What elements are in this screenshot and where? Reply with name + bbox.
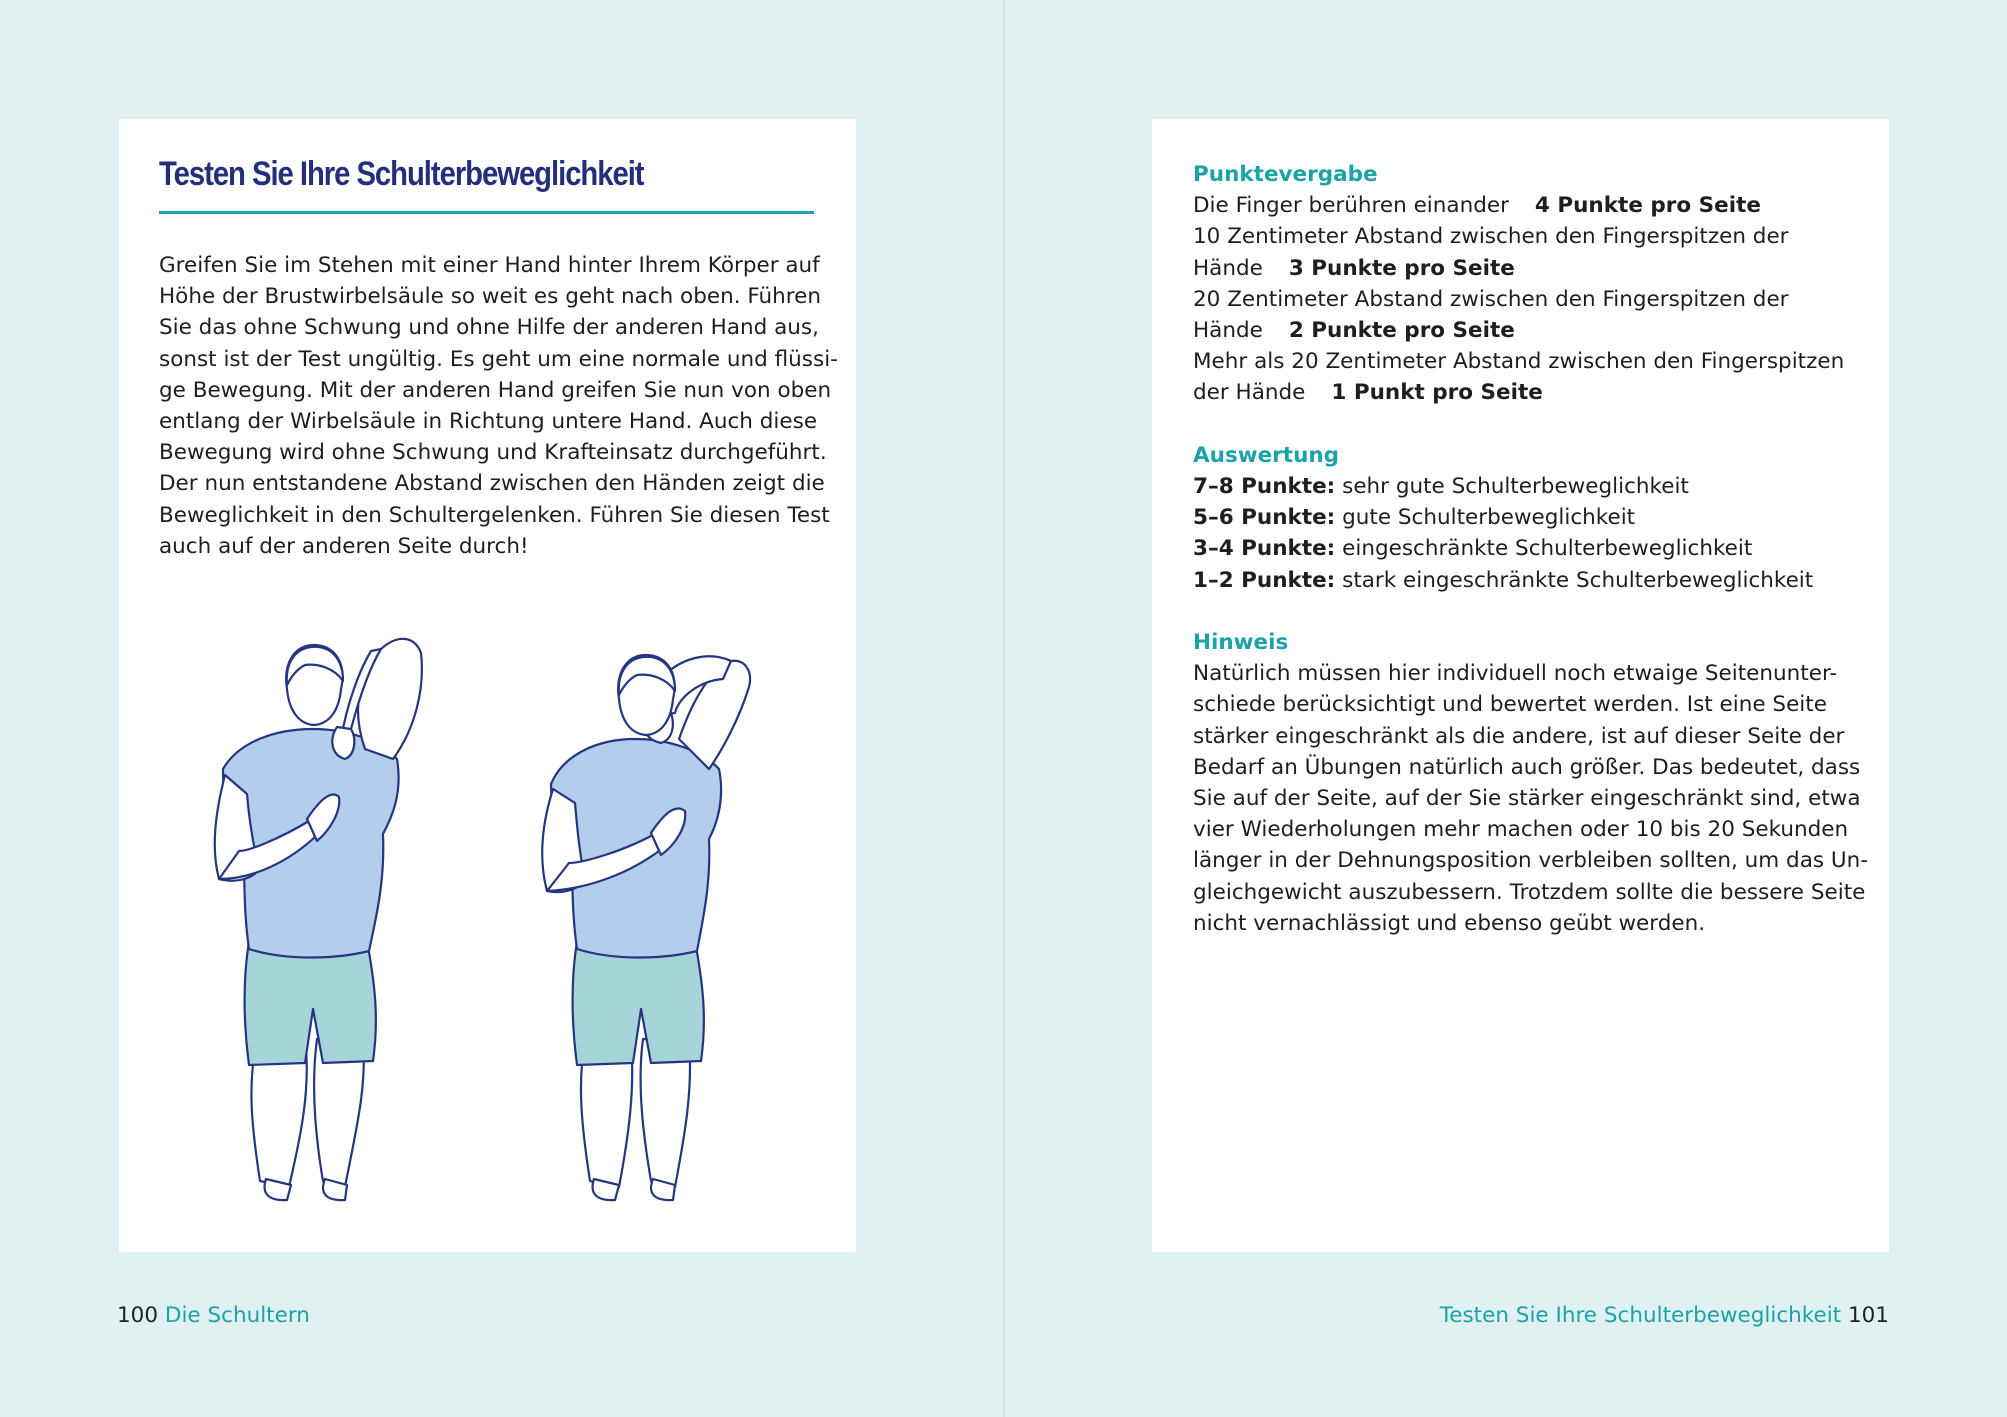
intro-paragraph [159,250,838,562]
figure-right-person [542,655,750,1200]
scoring-text: Die Finger berühren einander [1193,193,1509,219]
hint-line: Bedarf an Übungen natürlich auch größer. Das bedeutet, dass [1193,754,1861,780]
running-head: Testen Sie Ihre Schulterbeweglichkeit [1439,1303,1842,1328]
intro-line: auch auf der anderen Seite durch! [159,533,529,559]
hint-line: vier Wiederholungen mehr machen oder 10 bis 20 Sekunden [1193,817,1849,843]
section-spacer [1193,596,1863,627]
intro-line: Beweglichkeit in den Schultergelenken. Führen Sie diesen Test [159,502,830,528]
intro-line: ge Bewegung. Mit der anderen Hand greifen Sie nun von oben [159,377,832,403]
book-gutter [1003,0,1005,1417]
intro-line: Bewegung wird ohne Schwung und Krafteinsatz durchgeführt. [159,440,827,466]
page-number-left: 100 [117,1303,159,1328]
hint-line: länger in der Dehnungsposition verbleiben sollten, um das Un- [1193,848,1869,874]
intro-line: Der nun entstandene Abstand zwischen den Händen zeigt die [159,471,825,497]
right-page-panel [1152,119,1889,1252]
page-number-right: 101 [1847,1303,1889,1328]
section-heading-punktevergabe: Punktevergabe [1193,162,1378,187]
scoring-line [1193,315,1863,346]
right-page-content [1193,159,1869,939]
scoring-points: 2 Punkte pro Seite [1288,318,1515,344]
evaluation-row [1193,565,1863,596]
evaluation-text: sehr gute Schulterbeweglichkeit [1335,474,1689,500]
footer-right [1440,1303,1889,1328]
evaluation-score: 7–8 Punkte: [1193,474,1336,500]
shorts [573,941,704,1065]
evaluation-text: stark eingeschränkte Schulterbeweglichkeit [1335,567,1814,593]
scoring-line [1193,377,1863,408]
section-heading-hinweis: Hinweis [1193,630,1289,656]
scoring-line [1193,253,1863,284]
hint-line: stärker eingeschränkt als die andere, ist auf dieser Seite der [1193,723,1845,749]
intro-line: Höhe der Brustwirbelsäule so weit es geht nach oben. Führen [159,284,822,310]
scoring-text: der Hände [1193,380,1306,406]
left-page-panel [119,119,856,1252]
evaluation-row [1193,502,1863,533]
section-heading-auswertung: Auswertung [1193,442,1340,468]
scoring-points: 3 Punkte pro Seite [1288,255,1515,281]
hint-line: gleichgewicht auszubessern. Trotzdem sollte die bessere Seite [1193,879,1866,905]
evaluation-row [1193,471,1863,502]
scoring-line: 20 Zentimeter Abstand zwischen den Fingerspitzen der [1193,286,1789,312]
evaluation-score: 3–4 Punkte: [1193,536,1336,562]
intro-line: entlang der Wirbelsäule in Richtung untere Hand. Auch diese [159,409,818,435]
hint-line: Sie auf der Seite, auf der Sie stärker eingeschränkt sind, etwa [1193,786,1861,812]
evaluation-text: gute Schulterbeweglichkeit [1335,505,1636,531]
evaluation-score: 1–2 Punkte: [1193,567,1336,593]
intro-line: sonst ist der Test ungültig. Es geht um eine normale und flüssi- [159,346,838,372]
shoulder-test-illustration [119,589,856,1214]
scoring-text: Hände [1193,318,1263,344]
title-underline [159,211,814,214]
figure-left-person [215,639,422,1200]
scoring-points: 1 Punkt pro Seite [1331,380,1543,406]
evaluation-text: eingeschränkte Schulterbeweglichkeit [1335,536,1753,562]
intro-line: Sie das ohne Schwung und ohne Hilfe der anderen Hand aus, [159,315,819,341]
intro-line: Greifen Sie im Stehen mit einer Hand hinter Ihrem Körper auf [159,253,820,278]
evaluation-row [1193,533,1863,564]
hand [332,727,354,759]
chapter-label: Die Schultern [164,1303,310,1328]
scoring-line [1193,190,1863,221]
scoring-line: Mehr als 20 Zentimeter Abstand zwischen den Fingerspitzen [1193,349,1845,375]
scoring-line: 10 Zentimeter Abstand zwischen den Fingerspitzen der [1193,224,1789,250]
footer-left [117,1303,310,1328]
scoring-points: 4 Punkte pro Seite [1534,193,1761,219]
hint-line: nicht vernachlässigt und ebenso geübt werden. [1193,910,1706,936]
hint-line: Natürlich müssen hier individuell noch etwaige Seitenunter- [1193,661,1838,687]
scoring-text: Hände [1193,255,1263,281]
hint-line: schiede berücksichtigt und bewertet werden. Ist eine Seite [1193,692,1827,718]
page-title: Testen Sie Ihre Schulterbeweglichkeit [159,155,644,193]
evaluation-score: 5–6 Punkte: [1193,505,1336,531]
shorts [245,941,376,1065]
section-spacer [1193,409,1863,440]
